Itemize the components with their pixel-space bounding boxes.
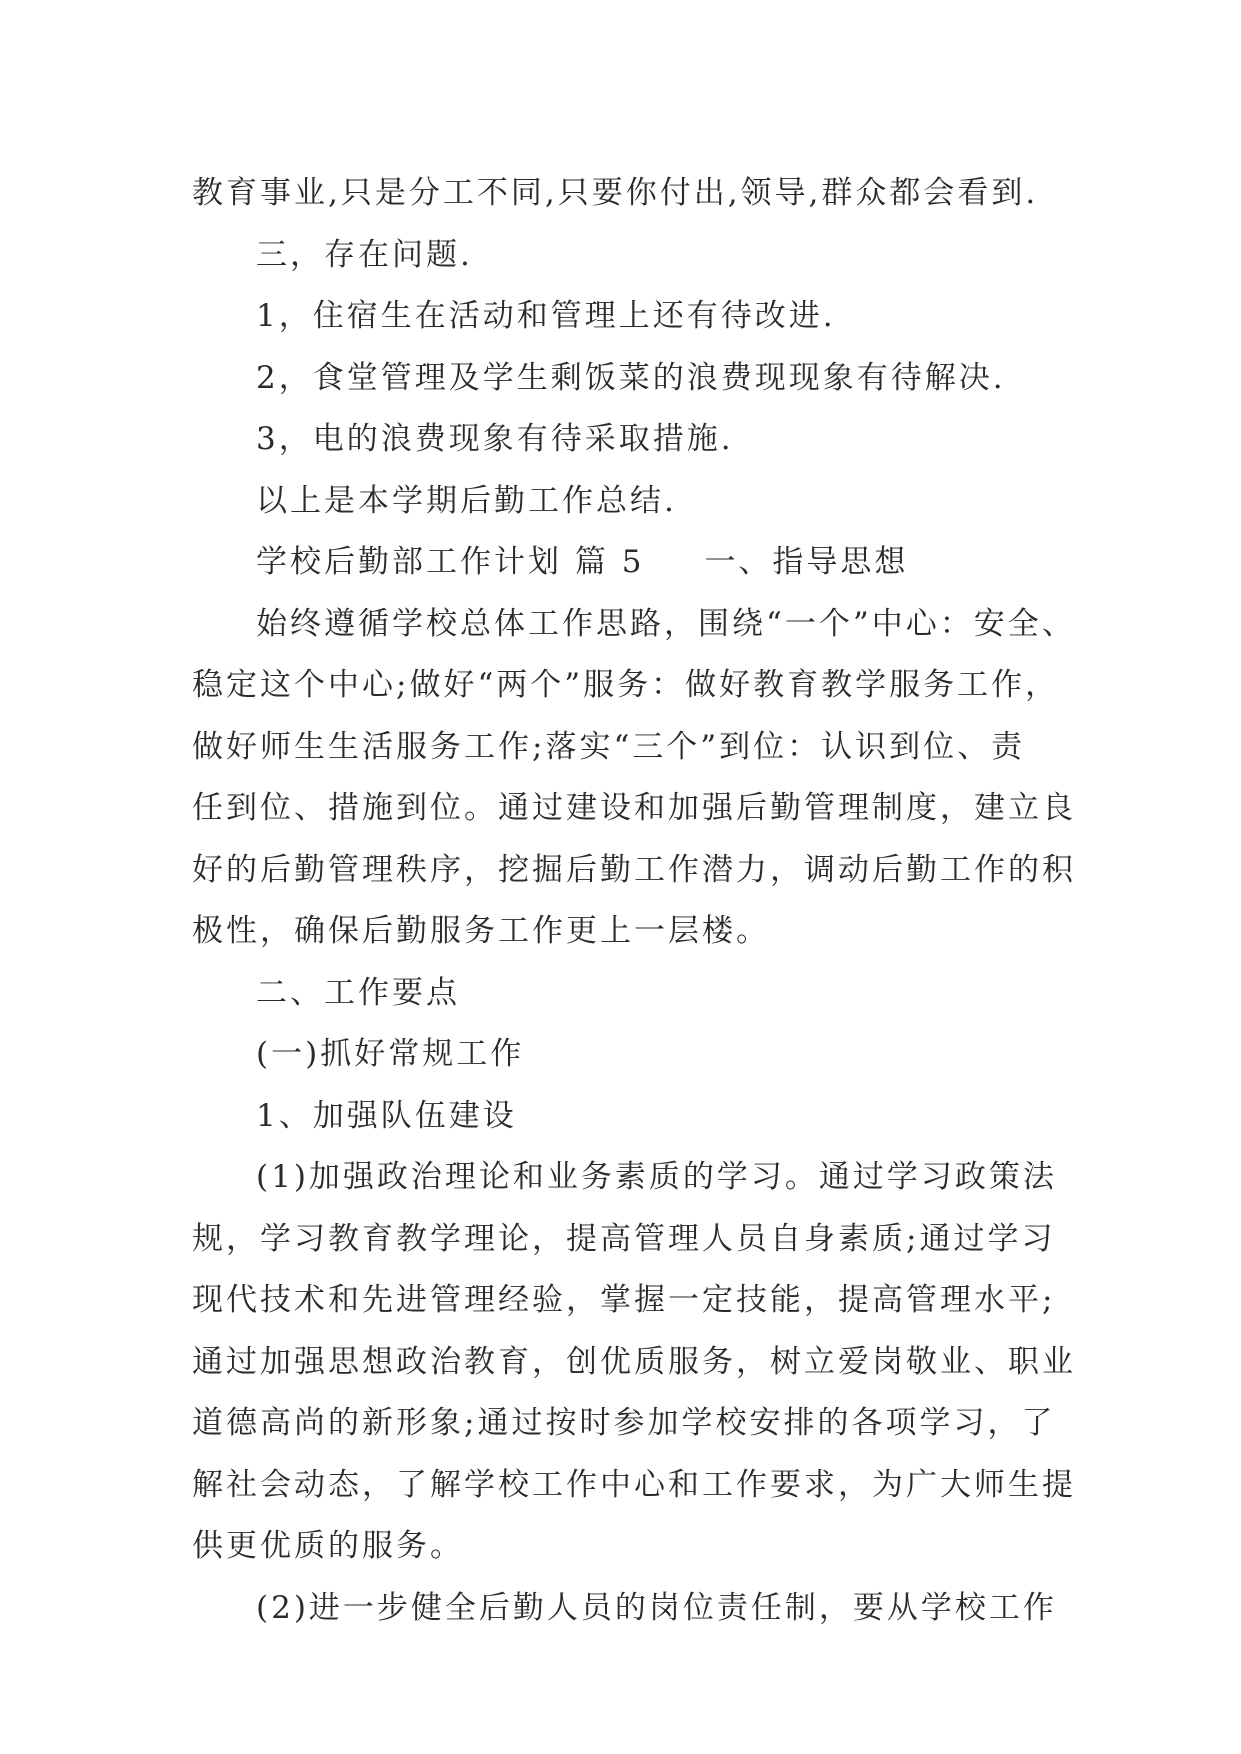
paragraph-line: 规，学习教育教学理论，提高管理人员自身素质;通过学习 xyxy=(192,1220,1056,1257)
subsection-heading: 1、加强队伍建设 xyxy=(256,1097,517,1134)
paragraph-line: 通过加强思想政治教育，创优质服务，树立爱岗敬业、职业 xyxy=(192,1343,1076,1380)
list-item: 2，食堂管理及学生剩饭菜的浪费现现象有待解决. xyxy=(256,359,1006,396)
paragraph-line: 做好师生生活服务工作;落实“三个”到位：认识到位、责 xyxy=(192,728,1026,765)
subsection-heading: (一)抓好常规工作 xyxy=(256,1036,525,1072)
paragraph-line: 极性，确保后勤服务工作更上一层楼。 xyxy=(192,913,770,949)
paragraph-line: 现代技术和先进管理经验，掌握一定技能，提高管理水平; xyxy=(192,1282,1056,1318)
document-title-line xyxy=(192,532,1072,594)
section-heading: 二、工作要点 xyxy=(256,974,460,1011)
paragraph-line: 道德高尚的新形象;通过按时参加学校安排的各项学习，了 xyxy=(192,1405,1056,1441)
paragraph-line: 任到位、措施到位。通过建设和加强后勤管理制度，建立良 xyxy=(192,790,1076,826)
section-heading: 三，存在问题. xyxy=(256,236,473,273)
section-heading: 一、指导思想 xyxy=(704,544,909,580)
paragraph-line: 供更优质的服务。 xyxy=(192,1528,464,1564)
paragraph-line: (1)加强政治理论和业务素质的学习。通过学习政策法 xyxy=(256,1159,1057,1195)
document-body xyxy=(192,163,1076,1639)
paragraph-line: 稳定这个中心;做好“两个”服务：做好教育教学服务工作， xyxy=(192,667,1060,703)
paragraph-line: 好的后勤管理秩序，挖掘后勤工作潜力，调动后勤工作的积 xyxy=(192,851,1076,888)
document-title: 学校后勤部工作计划 篇 5 xyxy=(256,544,645,580)
paragraph-line: 始终遵循学校总体工作思路，围绕“一个”中心：安全、 xyxy=(256,605,1076,642)
paragraph-line: (2)进一步健全后勤人员的岗位责任制，要从学校工作 xyxy=(256,1589,1057,1626)
list-item: 3，电的浪费现象有待采取措施. xyxy=(256,421,734,457)
paragraph-line: 解社会动态，了解学校工作中心和工作要求，为广大师生提 xyxy=(192,1466,1076,1503)
paragraph-line: 教育事业,只是分工不同,只要你付出,领导,群众都会看到. xyxy=(192,175,1039,211)
list-item: 1，住宿生在活动和管理上还有待改进. xyxy=(256,298,836,334)
paragraph-line: 以上是本学期后勤工作总结. xyxy=(256,482,677,519)
